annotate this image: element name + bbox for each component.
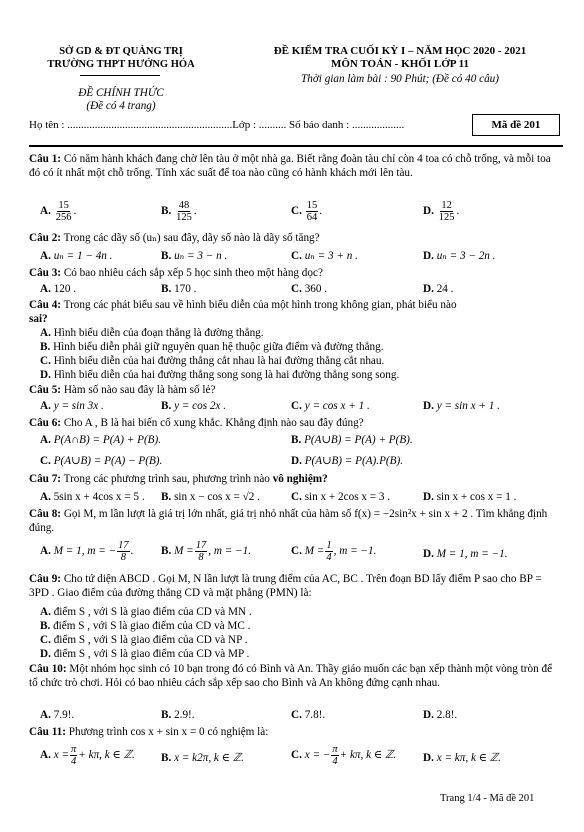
q1-option-a[interactable]: A. $\frac{15}{256}$ . [40,200,77,224]
q7-option-b[interactable]: B. sin x − cos x = √2 . [161,491,260,503]
q4-option-d[interactable]: D. Hình biểu diễn của hai đường thẳng song song là hai đường thẳng song song. [40,369,400,381]
q7-option-a[interactable]: A. 5sin x + 4cos x = 5 . [40,491,145,503]
header-rule [29,145,563,147]
question-11: Câu 11: Phương trình cos x + sin x = 0 có nghiệm là: [29,726,269,738]
q9-option-a[interactable]: A. điểm S , với S là giao điểm của CD và MN . [40,606,252,618]
q8-option-a[interactable]: A. M = 1, m = − $\frac{17}{8}$ . [40,540,134,564]
subject: MÔN TOÁN - KHỐI LỚP 11 [330,58,470,70]
q9-option-d[interactable]: D. điểm S , với S là giao điểm của CD và MP . [40,648,250,660]
q8-option-b[interactable]: B. M = $\frac{17}{8}$ , m = −1. [161,540,251,564]
student-info-line: Họ tên : ............................................................Lớp : .......... Số báo danh : ................... [29,119,405,131]
question-1: Câu 1: Có năm hành khách đang chờ lên tàu ở một nhà ga. Biết rằng đoàn tàu chỉ còn 4 toa có chỗ trống, và mỗi toa đó có ít nhất một chỗ trống. Tính xác suất để toa nào cũng có hành khách mới lên tàu. [29,153,551,179]
q10-option-a[interactable]: A. 7.9!. [40,709,75,721]
q10-option-c[interactable]: C. 7.8!. [291,709,326,721]
q10-option-d[interactable]: D. 2.8!. [423,709,458,721]
q1-option-d[interactable]: D. $\frac{12}{125}$ . [423,200,460,224]
exam-time: Thời gian làm bài : 90 Phút; (Đề có 40 câu) [301,73,499,85]
q5-option-c[interactable]: C. y = cos x + 1 . [291,400,370,412]
q6-option-a[interactable]: A. P(A∩B) = P(A) + P(B). [40,434,162,446]
q9-option-c[interactable]: C. điểm S , với S là giao điểm của CD và NP . [40,634,248,646]
q2-option-a[interactable]: A. uₙ = 1 − 4n . [40,250,113,262]
header-divider [80,75,160,76]
school-name: TRƯỜNG THPT HƯỚNG HÓA [47,59,195,70]
q6-option-d[interactable]: D. P(A∪B) = P(A).P(B). [291,455,403,467]
q4-option-c[interactable]: C. Hình biểu diễn của hai đường thẳng cắt nhau là hai đường thẳng cắt nhau. [40,355,385,367]
q11-option-b[interactable]: B. x = k2π, k ∈ ℤ. [161,752,244,764]
q11-option-d[interactable]: D. x = kπ, k ∈ ℤ. [423,752,501,764]
q3-option-c[interactable]: C. 360 . [291,283,328,295]
q1-option-b[interactable]: B. $\frac{48}{125}$ . [161,200,197,224]
q11-option-c[interactable]: C. x = − $\frac{\pi}{4}$ + kπ, k ∈ ℤ. [291,744,397,768]
q6-option-c[interactable]: C. P(A∪B) = P(A) − P(B). [40,455,163,467]
q2-option-c[interactable]: C. uₙ = 3 + n . [291,250,358,262]
q2-option-d[interactable]: D. uₙ = 3 − 2n . [423,250,496,262]
q6-option-b[interactable]: B. P(A∪B) = P(A) + P(B). [291,434,413,446]
q9-option-b[interactable]: B. điểm S , với S là giao điểm của CD và MC . [40,620,251,632]
q3-option-d[interactable]: D. 24 . [423,283,454,295]
q4-option-a[interactable]: A. Hình biểu diễn của đoạn thẳng là đường thẳng. [40,327,264,339]
page-footer: Trang 1/4 - Mã đề 201 [440,793,535,804]
question-5: Câu 5: Hàm số nào sau đây là hàm số lẻ? [29,384,216,396]
question-4: Câu 4: Trong các phát biểu sau về hình biểu diễn của một hình trong không gian, phát biểu nào sai? [29,299,457,325]
exam-code: Mã đề 201 [491,119,541,131]
q2-option-b[interactable]: B. uₙ = 3 − n . [161,250,228,262]
question-2: Câu 2: Trong các dãy số (uₙ) sau đây, dãy số nào là dãy số tăng? [29,232,320,244]
question-10: Câu 10: Một nhóm học sinh có 10 bạn trong đó có Bình và An. Thầy giáo muốn các bạn xếp thành một vòng tròn để tổ chức trò chơi. Hỏi có bao nhiêu cách sắp xếp sao cho Bình và An không đứng cạnh nhau. [29,663,553,689]
question-3: Câu 3: Có bao nhiêu cách sắp xếp 5 học sinh theo một hàng dọc? [29,267,323,279]
official-label: ĐỀ CHÍNH THỨC [78,87,164,99]
dept-name: SỞ GD & ĐT QUẢNG TRỊ [59,46,183,57]
question-6: Câu 6: Cho A , B là hai biến cố xung khắc. Khẳng định nào sau đây đúng? [29,417,364,429]
q3-option-b[interactable]: B. 170 . [161,283,197,295]
q8-option-c[interactable]: C. M = $\frac{1}{4}$ , m = −1. [291,540,377,564]
q5-option-b[interactable]: B. y = cos 2x . [161,400,227,412]
q5-option-a[interactable]: A. y = sin 3x . [40,400,104,412]
q7-option-c[interactable]: C. sin x + 2cos x = 3 . [291,491,391,503]
q3-option-a[interactable]: A. 120 . [40,283,77,295]
q7-option-d[interactable]: D. sin x + cos x = 1 . [423,491,517,503]
question-7: Câu 7: Trong các phương trình sau, phương trình nào vô nghiệm? [29,473,328,485]
question-9: Câu 9: Cho tứ diện ABCD . Gọi M, N lần lượt là trung điểm của AC, BC . Trên đoạn BD lấy điểm P sao cho BP = 3PD . Giao điểm của đường thẳng CD và mặt phẳng (PMN) là: [29,573,542,599]
exam-code-box [472,114,560,136]
q11-option-a[interactable]: A. x = $\frac{\pi}{4}$ + kπ, k ∈ ℤ. [40,744,135,768]
q10-option-b[interactable]: B. 2.9!. [161,709,195,721]
question-8: Câu 8: Gọi M, m lần lượt là giá trị lớn nhất, giá trị nhỏ nhất của hàm số f(x) = −2sin²x + sin x + 2 . Tìm khẳng định đúng. [29,508,548,534]
page-count: (Đề có 4 trang) [86,100,156,112]
q5-option-d[interactable]: D. y = sin x + 1 . [423,400,500,412]
q1-option-c[interactable]: C. $\frac{15}{64}$ . [291,200,322,224]
q8-option-d[interactable]: D. M = 1, m = −1. [423,548,508,560]
exam-title: ĐỀ KIỂM TRA CUỐI KỲ I – NĂM HỌC 2020 - 2021 [273,45,527,57]
q4-option-b[interactable]: B. Hình biểu diễn phải giữ nguyên quan hệ thuộc giữa điểm và đường thẳng. [40,341,384,353]
